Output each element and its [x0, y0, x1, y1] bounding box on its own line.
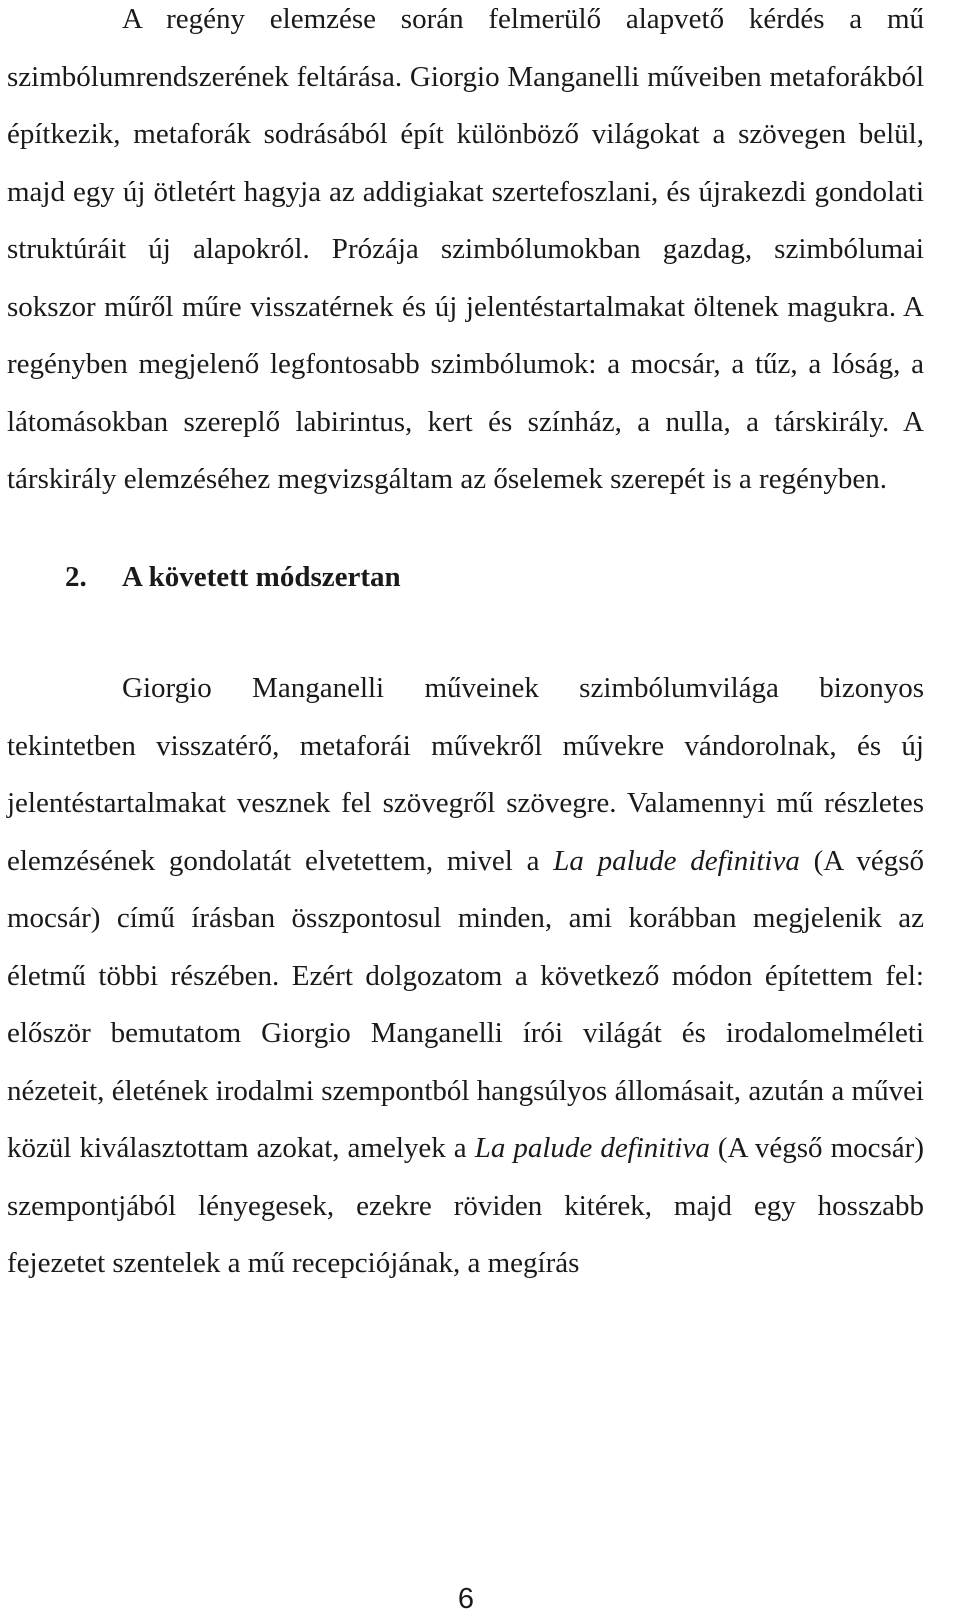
paragraph-text-part-1: Giorgio Manganelli műveinek szimbólumvilága bizonyos tekintetben visszatérő, metaforái művekről művekre vándorolnak, és új jelentéstartalmakat vesznek fel szövegről szövegre. Valamennyi mű részletes elemzésének gondolatát elvetettem, mivel a — [7, 672, 924, 877]
body-paragraph-1: A regény elemzése során felmerülő alapvető kérdés a mű szimbólumrendszerének feltárása. Giorgio Manganelli műveiben metaforákból építkezik, metaforák sodrásából épít különböző világokat a szövegen belül, majd egy új ötletért hagyja az addigiakat szertefoszlani, és újrakezdi gondolati struktúráit új alapokról. Prózája szimbólumokban gazdag, szimbólumai sokszor műről műre visszatérnek és új jelentéstartalmakat öltenek magukra. A regényben megjelenő legfontosabb szimbólumok: a mocsár, a tűz, a lóság, a látomásokban szereplő labirintus, kert és színház, a nulla, a társkirály. A társkirály elemzéséhez megvizsgáltam az őselemek szerepét is a regényben. — [7, 3, 924, 495]
section-heading — [7, 549, 924, 607]
section-title: A követett módszertan — [122, 560, 401, 593]
work-title-italic-2: La palude definitiva — [474, 1132, 710, 1164]
paragraph-text-part-2: (A végső mocsár) című írásban összpontosul minden, ami korábban megjelenik az életmű többi részében. Ezért dolgozatom a következő módon építettem fel: először bemutatom Giorgio Manganelli írói világát és irodalomelméleti nézeteit, életének irodalmi szempontból hangsúlyos állomásait, azután a művei közül kiválasztottam azokat, amelyek a — [7, 844, 924, 1164]
document-page — [7, 0, 924, 1293]
work-title-italic-1: La palude definitiva — [553, 844, 800, 877]
body-paragraph-2 — [7, 660, 924, 1293]
page-number: 6 — [457, 1583, 475, 1615]
section-number: 2. — [65, 560, 87, 593]
paragraph-text-part-3: (A végső mocsár) szempontjából lényegesek, ezekre röviden kitérek, majd egy hosszabb fejezetet szentelek a mű recepciójának, a megírás — [7, 1132, 924, 1279]
